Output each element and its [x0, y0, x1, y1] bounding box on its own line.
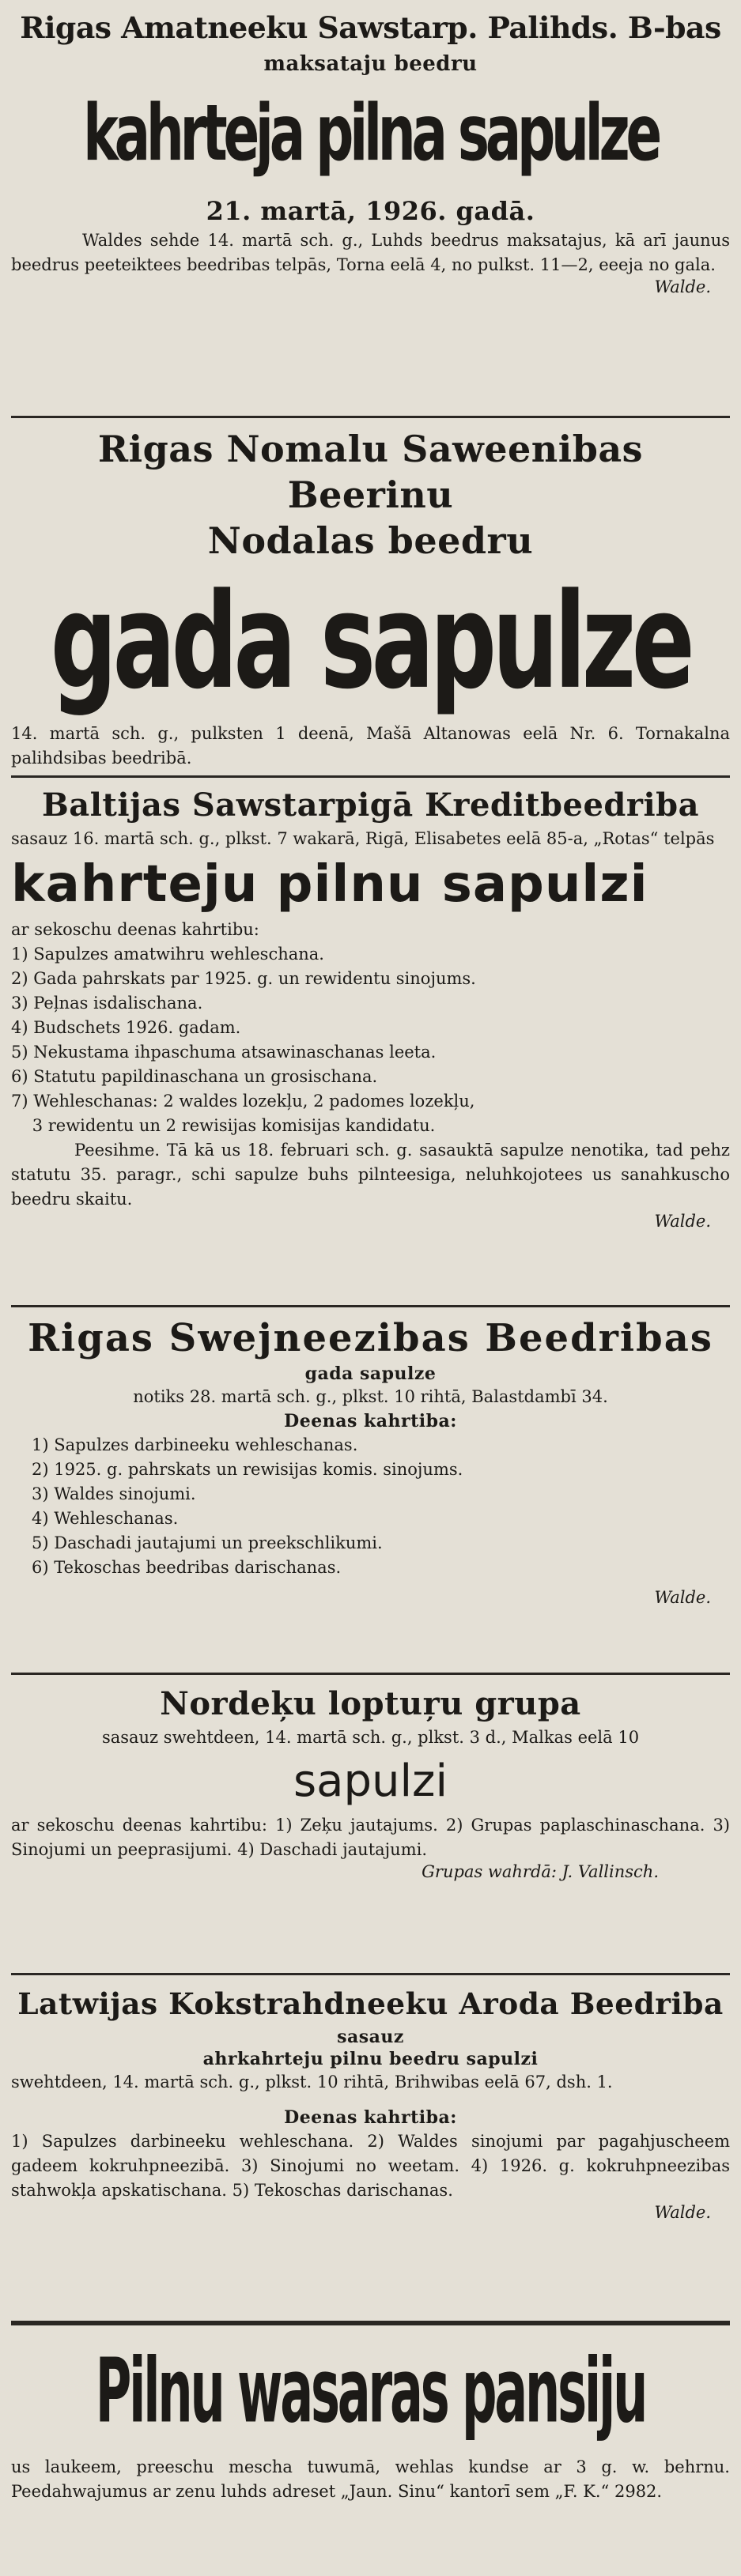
ad2-text: 14. martā sch. g., pulksten 1 deenā, Mašā Altanowas eelā Nr. 6. Tornakalna palihdsibas beedribā. [11, 724, 730, 768]
agenda-item: 3 rewidentu un 2 rewisijas komisijas kandidatu. [11, 1116, 436, 1135]
ad7-text: us laukeem, preeschu mescha tuwumā, wehlas kundse ar 3 g. w. behrnu. Peedahwajumus ar zenu luhds adreset „Jaun. Sinu“ kantorī sem „F. K.“ 2982. [11, 2457, 730, 2501]
ad3-signature: Walde. [654, 1212, 711, 1231]
ad6-sub1: sasauz [337, 2027, 404, 2047]
ad4-text: notiks 28. martā sch. g., plkst. 10 rihtā, Balastdambī 34. [133, 1387, 608, 1406]
ad5-signature: Grupas wahrdā: J. Vallinsch. [422, 1862, 659, 1881]
ad3-agenda [11, 942, 730, 1138]
ad1-sub: maksataju beedru [263, 52, 478, 76]
ad1-signature: Walde. [654, 277, 711, 296]
ad2-org-line1: Rigas Nomalu Saweenibas Beerinu [97, 428, 644, 516]
ad6-signature: Walde. [654, 2203, 711, 2222]
agenda-item: 6) Tekoschas beedribas darischanas. [32, 1558, 342, 1577]
ad3-text: sasauz 16. martā sch. g., plkst. 7 wakarā, Rigā, Elisabetes eelā 85-a, „Rotas“ telpās [11, 829, 715, 848]
ad4-sub: gada sapulze [304, 1363, 437, 1384]
agenda-item: 2) Gada pahrskats par 1925. g. un rewidentu sinojums. [11, 969, 476, 988]
agenda-item: 1) Sapulzes amatwihru wehleschana. [11, 945, 324, 964]
ad5-org: Nordeķu loptuŗu grupa [160, 1685, 581, 1722]
agenda-item: 7) Wehleschanas: 2 waldes lozekļu, 2 padomes lozekļu, [11, 1092, 475, 1111]
ad6-text: swehtdeen, 14. martā sch. g., plkst. 10 rihtā, Brihwibas eelā 67, dsh. 1. [11, 2072, 613, 2091]
ad-woodworkers-union [11, 1973, 730, 2321]
ad-stocking-knitters [11, 1673, 730, 1973]
agenda-item: 3) Waldes sinojumi. [32, 1484, 196, 1503]
ad5-agenda: ar sekoschu deenas kahrtibu: 1) Zeķu jautajums. 2) Grupas paplaschinaschana. 3) Sinojumi un peeprasijumi. 4) Daschadi jautajumi. [11, 1816, 730, 1859]
ad3-org: Baltijas Sawstarpigā Kreditbeedriba [41, 786, 700, 824]
ad1-date: 21. martā, 1926. gadā. [206, 195, 535, 226]
agenda-item: 5) Daschadi jautajumi un preekschlikumi. [32, 1533, 383, 1552]
ad6-agenda: 1) Sapulzes darbineeku wehleschana. 2) Waldes sinojumi par pagahjuscheem gadeem kokruhpneezibā. 3) Sinojumi no weetam. 4) 1926. g. kokruhpneezibas stahwokļa apskatischana. 5) Tekoschas darischanas. [11, 2132, 730, 2200]
agenda-item: 4) Budschets 1926. gadam. [11, 1018, 241, 1037]
ad4-agenda-title: Deenas kahrtiba: [284, 1411, 457, 1431]
agenda-item: 4) Wehleschanas. [32, 1509, 179, 1528]
ad3-intro: ar sekoschu deenas kahrtibu: [11, 920, 259, 939]
agenda-item: 1) Sapulzes darbineeku wehleschanas. [32, 1435, 358, 1454]
ad-fishery-society [11, 1305, 730, 1673]
ad1-text: Waldes sehde 14. martā sch. g., Luhds beedrus maksatajus, kā arī jaunus beedrus peeteiktees beedribas telpās, Torna eelā 4, no pulkst. 11—2, eeeja no gala. [11, 230, 730, 274]
agenda-item: 3) Peļnas isdalischana. [11, 994, 203, 1013]
ad2-org-line2: Nodalas beedru [207, 519, 534, 562]
ad-summer-board [11, 2321, 730, 2574]
ad4-signature: Walde. [654, 1588, 711, 1607]
ad-baltic-credit [11, 775, 730, 1305]
agenda-item: 6) Statutu papildinaschana un grosischana. [11, 1067, 378, 1086]
ad3-note: Peesihme. Tā kā us 18. februari sch. g. sasauktā sapulze nenotika, tad pehz statutu 35. paragr., schi sapulze buhs pilnteesiga, neluhkojotees us sanahkuscho beedru skaitu. [11, 1141, 730, 1209]
ad-craftsmen-society [11, 5, 730, 416]
ad4-org: Rigas Swejneezibas Beedribas [28, 1316, 713, 1360]
agenda-item: 2) 1925. g. pahrskats un rewisijas komis. sinojums. [32, 1460, 463, 1479]
ad6-org: Latwijas Kokstrahdneeku Aroda Beedriba [17, 1986, 724, 2021]
ad7-headline: Pilnu wasaras pansiju [95, 2340, 646, 2443]
ad6-sub2: ahrkahrteju pilnu beedru sapulzi [202, 2049, 539, 2069]
ad6-agenda-title: Deenas kahrtiba: [284, 2107, 457, 2128]
ad1-headline: kahrteja pilna sapulze [83, 89, 658, 179]
ad5-headline: sapulzi [293, 1756, 448, 1807]
ad5-text: sasauz swehtdeen, 14. martā sch. g., plkst. 3 d., Malkas eelā 10 [101, 1728, 640, 1747]
ad4-agenda [11, 1433, 730, 1580]
agenda-item: 5) Nekustama ihpaschuma atsawinaschanas leeta. [11, 1043, 437, 1062]
ad1-org: Rigas Amatneeku Sawstarp. Palihds. B-bas [20, 10, 721, 45]
ad3-headline: kahrteju pilnu sapulzi [11, 855, 648, 914]
ad-suburb-union [11, 416, 730, 775]
ad2-headline: gada sapulze [50, 565, 691, 719]
